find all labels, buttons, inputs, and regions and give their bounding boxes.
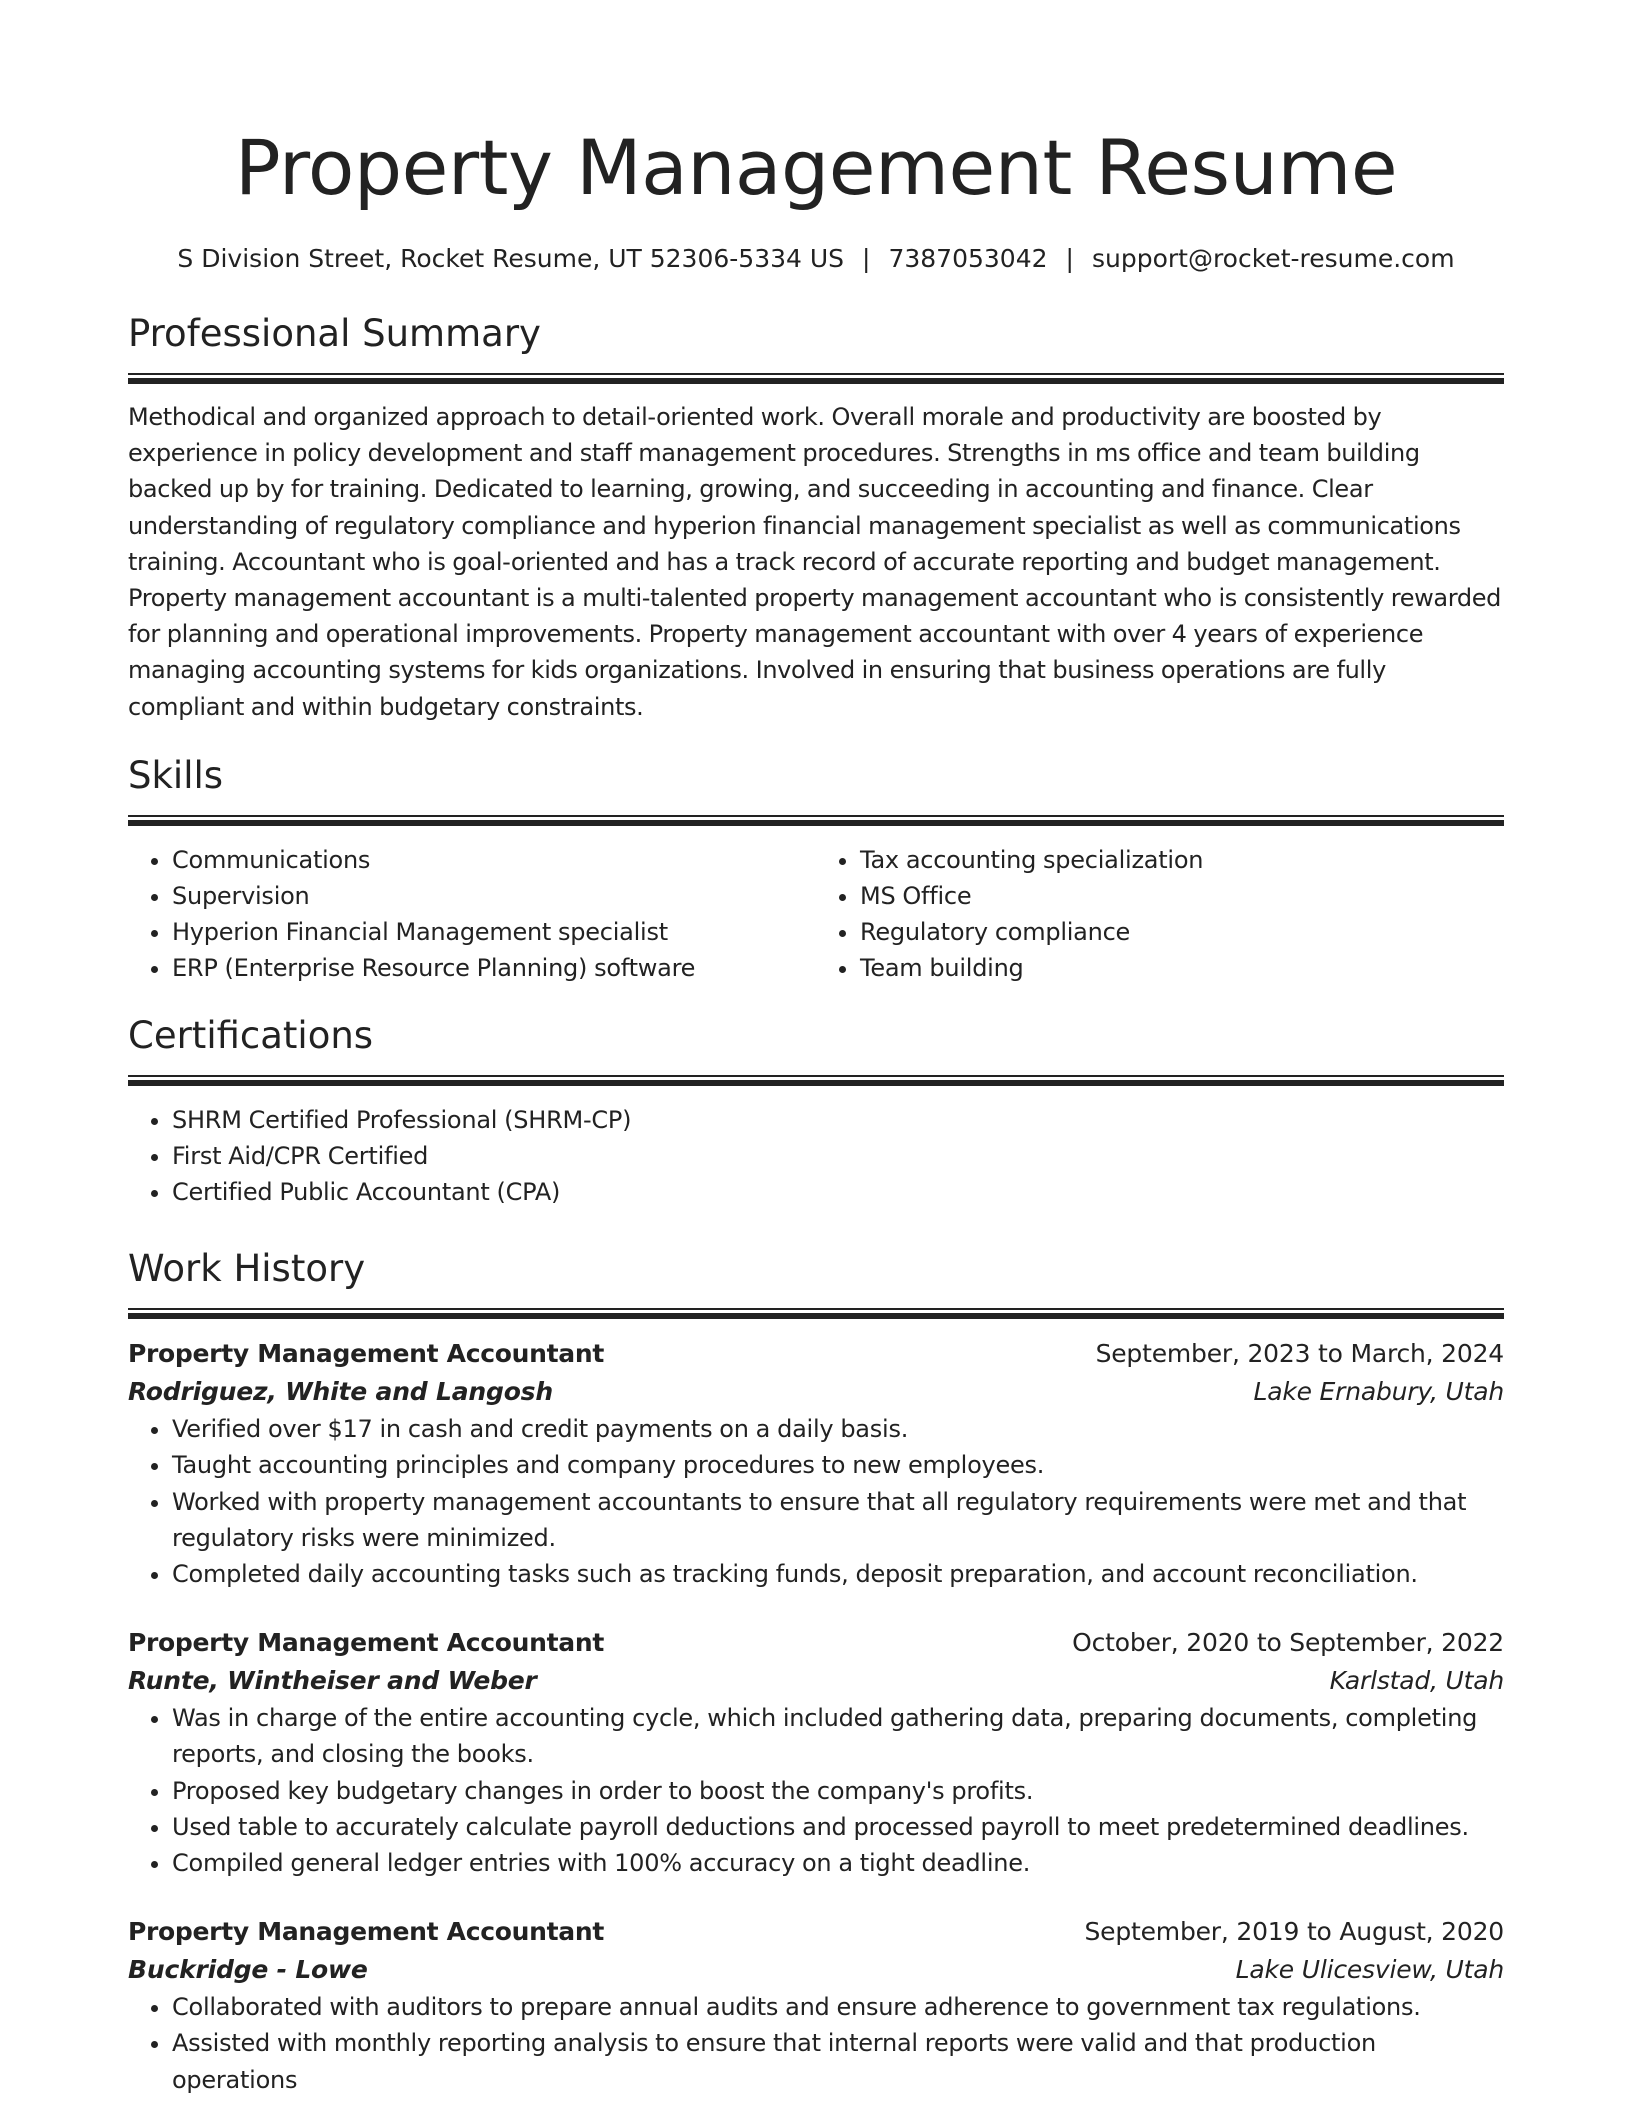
skill-item: • Supervision: [172, 878, 816, 914]
skill-item: • Communications: [172, 842, 816, 878]
skills-section: [128, 751, 1504, 987]
job-company: Rodriguez, White and Langosh: [128, 1377, 553, 1407]
work-heading: Work History: [128, 1247, 366, 1291]
resume-page: [128, 0, 1504, 2098]
job-location: Lake Ulicesview, Utah: [1235, 1955, 1504, 1985]
job-dates: September, 2023 to March, 2024: [1095, 1339, 1504, 1369]
job-bullet: • Verified over $17 in cash and credit payments on a daily basis.: [172, 1411, 1504, 1447]
section-divider: [128, 1075, 1504, 1086]
job-subheader: [128, 1662, 1504, 1700]
job-bullets: [128, 1989, 1504, 2098]
skills-heading: Skills: [128, 753, 224, 797]
job-bullet: • Was in charge of the entire accounting cycle, which included gathering data, preparing documents, completing reports, and closing the books.: [172, 1700, 1504, 1772]
skills-list-left: [128, 842, 816, 987]
job-title: Property Management Accountant: [128, 1917, 605, 1947]
certification-item: • SHRM Certified Professional (SHRM-CP): [172, 1102, 1504, 1138]
job-entry: [128, 1913, 1504, 2098]
skill-item: • MS Office: [860, 878, 1504, 914]
job-company: Buckridge - Lowe: [128, 1955, 368, 1985]
contact-phone: 7387053042: [888, 244, 1048, 273]
job-dates: October, 2020 to September, 2022: [1072, 1628, 1504, 1658]
job-location: Lake Ernabury, Utah: [1253, 1377, 1504, 1407]
contact-separator: |: [862, 244, 871, 273]
work-section: [128, 1244, 1504, 2098]
job-bullet: • Completed daily accounting tasks such as tracking funds, deposit preparation, and account reconciliation.: [172, 1556, 1504, 1592]
summary-text: Methodical and organized approach to detail-oriented work. Overall morale and productivity are boosted by experience in policy development and staff management procedures. Strengths in ms office and team building backed up by for training. Dedicated to learning, growing, and succeeding in accounting and finance. Clear understanding of regulatory compliance and hyperion financial management specialist as well as communications training. Accountant who is goal-oriented and has a track record of accurate reporting and budget management. Property management accountant is a multi-talented property management accountant who is consistently rewarded for planning and operational improvements. Property management accountant with over 4 years of experience managing accounting systems for kids organizations. Involved in ensuring that business operations are fully compliant and within budgetary constraints.: [128, 403, 1502, 721]
contact-address: S Division Street, Rocket Resume, UT 52306-5334 US: [177, 244, 845, 273]
certifications-section: [128, 1011, 1504, 1211]
job-header: [128, 1624, 1504, 1662]
job-company: Runte, Wintheiser and Weber: [128, 1666, 537, 1696]
skill-item: • Team building: [860, 950, 1504, 986]
job-bullet: • Taught accounting principles and company procedures to new employees.: [172, 1447, 1504, 1483]
skills-list-right: [816, 842, 1504, 987]
job-bullet: • Assisted with monthly reporting analysis to ensure that internal reports were valid and that production operations: [172, 2025, 1504, 2097]
job-bullet: • Used table to accurately calculate payroll deductions and processed payroll to meet predetermined deadlines.: [172, 1809, 1504, 1845]
job-location: Karlstad, Utah: [1329, 1666, 1504, 1696]
contact-email: support@rocket-resume.com: [1091, 244, 1455, 273]
job-title: Property Management Accountant: [128, 1339, 605, 1369]
skills-grid: [128, 842, 1504, 987]
job-entry: [128, 1624, 1504, 1881]
certification-item: • First Aid/CPR Certified: [172, 1138, 1504, 1174]
certification-item: • Certified Public Accountant (CPA): [172, 1174, 1504, 1210]
job-subheader: [128, 1373, 1504, 1411]
job-bullet: • Compiled general ledger entries with 100% accuracy on a tight deadline.: [172, 1845, 1504, 1881]
summary-section: [128, 309, 1504, 725]
resume-title: Property Management Resume: [234, 123, 1398, 212]
contact-line: [128, 242, 1504, 276]
job-bullet: • Worked with property management accountants to ensure that all regulatory requirements were met and that regulatory risks were minimized.: [172, 1484, 1504, 1556]
skill-item: • Hyperion Financial Management specialist: [172, 914, 816, 950]
job-subheader: [128, 1951, 1504, 1989]
summary-heading: Professional Summary: [128, 312, 541, 355]
job-bullet: • Collaborated with auditors to prepare annual audits and ensure adherence to government tax regulations.: [172, 1989, 1504, 2025]
job-entry: [128, 1335, 1504, 1592]
job-header: [128, 1913, 1504, 1951]
section-divider: [128, 373, 1504, 384]
certifications-list: [128, 1102, 1504, 1211]
skill-item: • Regulatory compliance: [860, 914, 1504, 950]
section-divider: [128, 815, 1504, 826]
certifications-heading: Certifications: [128, 1013, 374, 1057]
contact-separator: |: [1065, 244, 1074, 273]
job-header: [128, 1335, 1504, 1373]
skill-item: • Tax accounting specialization: [860, 842, 1504, 878]
job-dates: September, 2019 to August, 2020: [1084, 1917, 1504, 1947]
section-divider: [128, 1308, 1504, 1319]
job-title: Property Management Accountant: [128, 1628, 605, 1658]
skill-item: • ERP (Enterprise Resource Planning) software: [172, 950, 816, 986]
job-bullet: • Proposed key budgetary changes in order to boost the company's profits.: [172, 1773, 1504, 1809]
job-bullets: [128, 1411, 1504, 1592]
job-bullets: [128, 1700, 1504, 1881]
